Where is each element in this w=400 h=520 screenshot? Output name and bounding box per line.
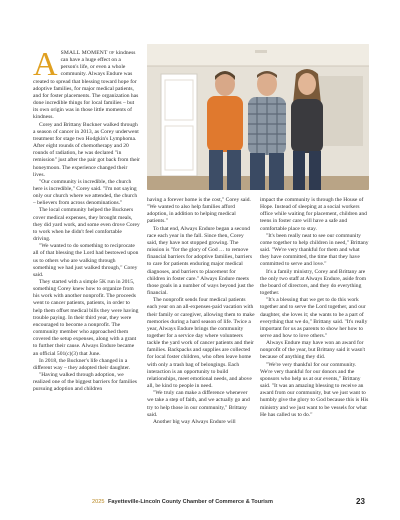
family-photo [147, 44, 369, 190]
paragraph: "Our community is incredible, the church here is incredible," Corey said. "I'm not saying only our church where we attended, the church – believers from across denominations." [33, 178, 138, 207]
paragraph: It's a family ministry, Corey and Brittany are the only two staff at Always Endure, aside from the board of directors, and they do everything together. [260, 268, 367, 297]
paragraph: Always Endure may have won an award for nonprofit of the year, but Brittany said it wasn't because of anything they did. [260, 340, 366, 361]
paragraph: Corey and Brittany Buckner walked through a season of cancer in 2013, as Corey underwent treatment for stage two Hodgkin's Lymphoma. After eight rounds of chemotherapy and 20 rounds of radiation, he was declared "in remission" just after the pair got back from their honeymoon. The experience changed their lives. [33, 121, 141, 178]
article-column-2 [147, 197, 255, 426]
footer-year: 2025 [92, 499, 105, 505]
paragraph: "We wanted to do something to reciprocate all of that blessing the Lord had bestowed upon us to others who are walking through something we had just walked through," Corey said. [33, 243, 139, 278]
article-column-3 [260, 197, 369, 419]
paragraph: "It's a blessing that we get to do this work together and to serve the Lord together, and our daughter, she loves it; she wants to be a part of everything that we do," Brittany said. "It's really important for us as parents to show her how to serve and how to love others." [260, 297, 368, 339]
lead-caps: SMALL MOMENT of [60, 50, 115, 56]
paragraph: The local community helped the Buckners cover medical expenses, they brought meals, they did yard work, and some even drove Corey to work when he didn't feel comfortable driving. [33, 207, 140, 243]
page-footer [0, 496, 400, 510]
lead-paragraph [33, 46, 140, 122]
paragraph: In 2018, the Buckner's life changed in a different way – they adopted their daughter. [33, 357, 131, 371]
paragraph: They started with a simple 5K run in 2015, something Corey knew how to organize from his work with another nonprofit. The proceeds went to cancer patients, patients, in order to help them offset medical bills they were having trouble paying. In their third year, they were encouraged to become a nonprofit. The community member who approached them covered the setup expenses, along with a grant to further their cause. Always Endure became an official 501(c)(3) that June. [33, 279, 139, 357]
paragraph: "It's been really neat to see our community come together to help children in need," Brittany said. "We're very thankful for them and what they have committed, the time that they have committed to serve and love." [260, 232, 369, 268]
drop-cap: A [33, 46, 58, 83]
paragraph: To that end, Always Endure began a second race each year in the fall. Since then, Corey said, they have not stopped growing. The mission is "for the glory of God … to remove financial barriers for adoptive families, barriers to care for patients enduring major medical diagnoses, and barriers to placement for children in foster care." Always Endure meets those goals in a number of ways beyond just the financial. [147, 225, 254, 297]
paragraph: The nonprofit sends four medical patients each year on an all-expenses-paid vacation with their family or caregiver, allowing them to make memories during a hard season of life. Twice a year, Always Endure brings the community together for a service day where volunteers tackle the yard work of cancer patients and their families. Backpacks and supplies are collected for local foster children, who often leave home with only a trash bag of belongings. Each interaction is an opportunity to build relationships, meet emotional needs, and above all, be kind to people in need. [147, 297, 255, 390]
footer-publication-title: Fayetteville-Lincoln County Chamber of Commerce & Tourism [108, 499, 273, 505]
paragraph: "We truly can make a difference whenever we take a step of faith, and we actually go and try to help those in our community," Brittany said. [147, 390, 250, 418]
article-column-1 [33, 46, 141, 394]
paragraph: kindness can have a huge effect on a person's life, or even a whole community. Always Endure was created to spread that blessing toward hope for adoptive families, for major medical patients, and for foster placements. The organization has done incredible things for local families – but its own origin was in those little moments of kindness. [33, 50, 139, 121]
paragraph: "Having walked through adoption, we realized one of the biggest barriers for families pursuing adoption and children [33, 372, 137, 393]
paragraph: Another big way Always Endure will [153, 418, 236, 425]
paragraph: having a forever home is the cost," Corey said. "We wanted to also help families afford adoption, in addition to helping medical patients." [147, 197, 251, 225]
paragraph: "We're very thankful for our community. We're very thankful for our donors and the sponsors who help us at our events," Brittany said. "It was an amazing blessing to receive an award from our community, but we just want to humbly give the glory to God because this is His ministry and we just want to be vessels for what He has called us to do." [260, 361, 369, 418]
page-number: 23 [356, 497, 365, 506]
paragraph: impact the community is through the House of Hope. Instead of sleeping at a social workers office while waiting for placement, children and teens in foster care will have a safe and comfortable place to stay. [260, 197, 367, 232]
